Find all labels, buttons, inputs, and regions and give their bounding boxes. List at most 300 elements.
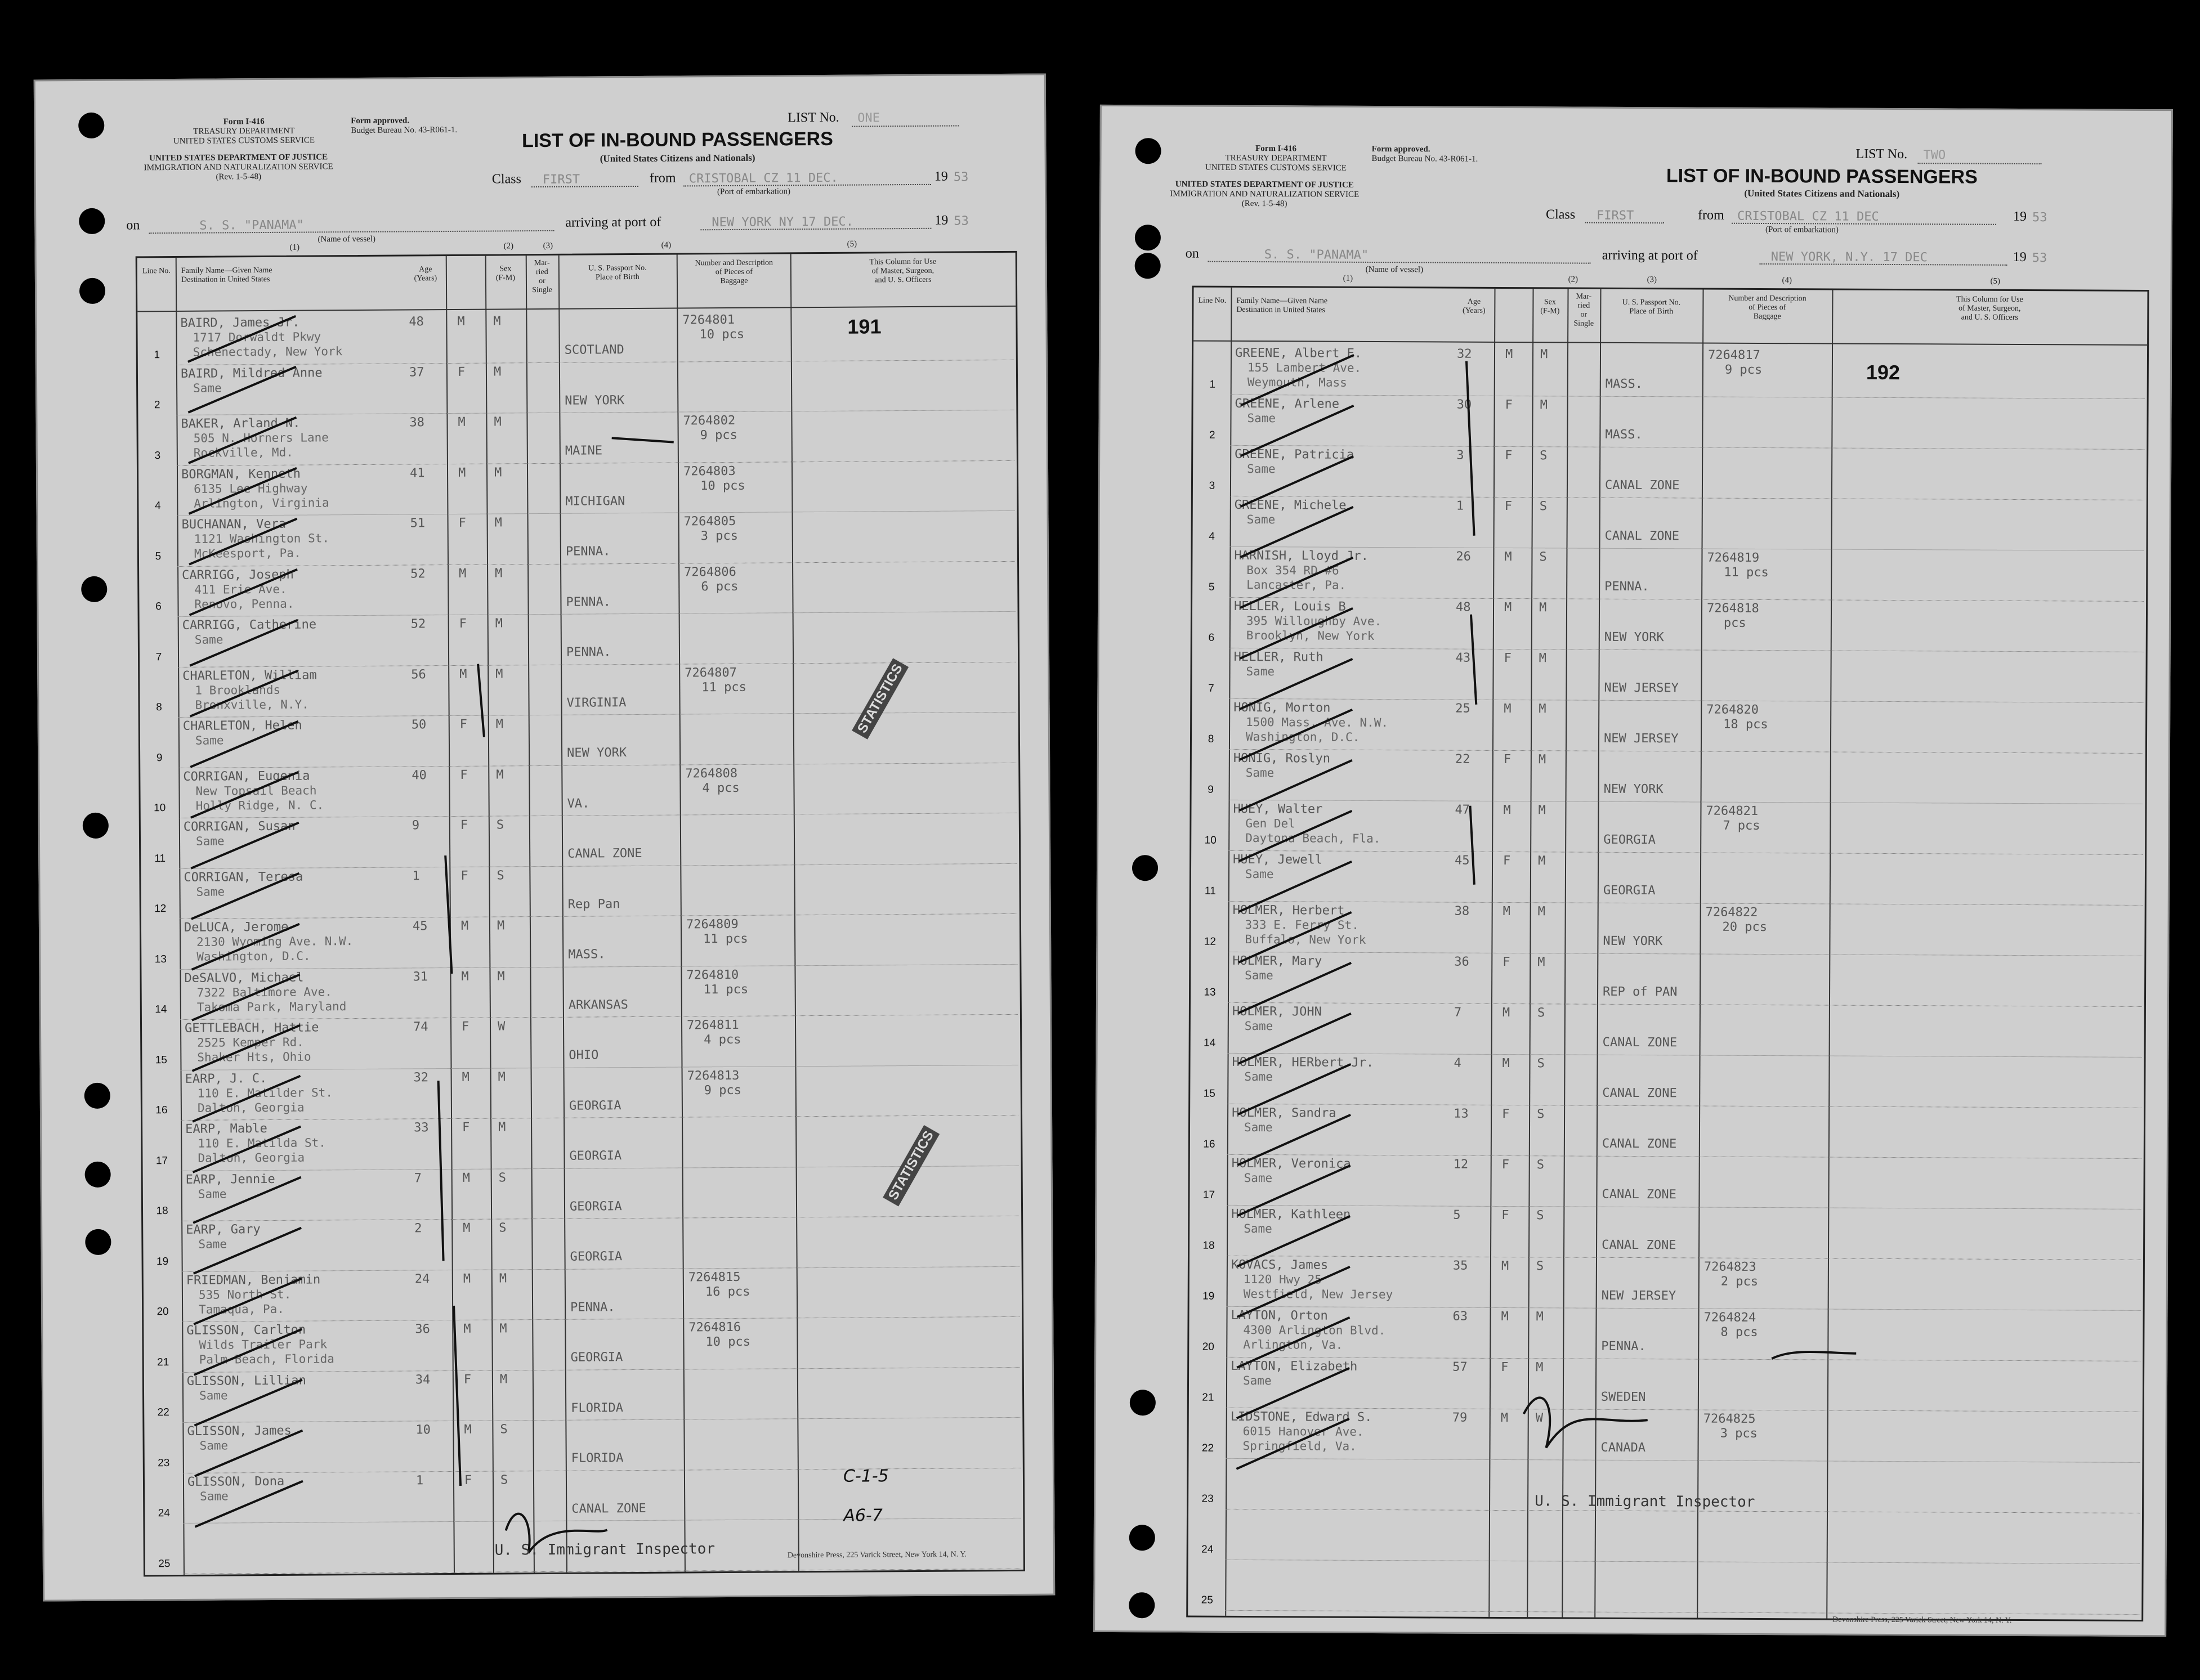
passenger-name: GREENE, Arlene — [1235, 396, 1340, 411]
passenger-city — [1242, 1540, 1444, 1542]
passenger-birthplace: GEORGIA — [569, 1098, 621, 1113]
manifest-sheet-two — [1093, 105, 2173, 1637]
binder-hole — [1129, 1525, 1155, 1551]
passenger-city — [1243, 1388, 1445, 1390]
line-number: 6 — [1208, 631, 1215, 644]
line-number: 24 — [158, 1507, 170, 1520]
baggage-number — [685, 715, 792, 716]
passenger-marital: M — [1536, 1310, 1544, 1324]
line-number: 23 — [158, 1457, 170, 1469]
passenger-name: CORRIGAN, Teresa — [184, 870, 303, 885]
budget-bureau: Budget Bureau No. 43-R061-1. — [351, 125, 458, 136]
passenger-birthplace: CANADA — [1600, 1440, 1646, 1455]
passenger-age: 32 — [1456, 347, 1472, 361]
passenger-marital: S — [1537, 1056, 1545, 1071]
baggage-number: 7264819 — [1707, 550, 1760, 565]
line-number: 6 — [155, 601, 162, 613]
passenger-age: 36 — [1454, 955, 1469, 969]
col-header-passport: U. S. Passport No. Place of Birth — [1622, 298, 1681, 316]
passenger-address: 110 E. Matilda St. — [198, 1136, 326, 1150]
line-number: 17 — [1202, 1189, 1215, 1201]
passenger-name: LAYTON, Orton — [1231, 1308, 1328, 1323]
passenger-sex: M — [463, 1221, 471, 1235]
passenger-sex: M — [1501, 1258, 1509, 1274]
passenger-birthplace: PENNA. — [565, 544, 611, 559]
passenger-age: 3 — [1456, 448, 1464, 463]
from-value: CRISTOBAL CZ 11 DEC — [1737, 209, 1879, 224]
passenger-name: BAIRD, Mildred Anne — [180, 365, 323, 381]
passenger-name: LIDSTONE, Edward S. — [1230, 1409, 1372, 1424]
passenger-address: Same — [194, 633, 223, 647]
passenger-birthplace: NEW YORK — [1604, 630, 1664, 645]
passenger-address: Same — [199, 1388, 228, 1403]
passenger-birthplace: MICHIGAN — [565, 494, 625, 509]
passenger-age: 48 — [409, 315, 424, 329]
passenger-city — [1244, 1135, 1446, 1136]
arrival-year-prefix: 19 — [934, 213, 949, 228]
row-divider — [177, 510, 1014, 516]
passenger-marital: M — [495, 666, 503, 682]
passenger-age: 74 — [413, 1020, 428, 1034]
passenger-marital: M — [499, 1372, 508, 1387]
row-divider — [1225, 1610, 2139, 1615]
passenger-name: HUEY, Walter — [1233, 801, 1323, 817]
passenger-sex: F — [460, 868, 468, 883]
row-divider — [1226, 1458, 2140, 1463]
col-num-3: (3) — [543, 241, 553, 250]
passenger-birthplace: CANAL ZONE — [1602, 1086, 1677, 1101]
line-number: 12 — [1204, 935, 1217, 948]
arrival-year-prefix: 19 — [2013, 249, 2027, 265]
passenger-address: 110 E. Matilder St. — [197, 1085, 333, 1100]
passenger-birthplace: OHIO — [569, 1048, 599, 1063]
passenger-age: 33 — [414, 1121, 429, 1135]
passenger-marital: M — [495, 616, 503, 631]
passenger-marital: M — [1539, 702, 1546, 716]
passenger-address: Same — [1245, 968, 1273, 983]
passenger-sex: M — [1500, 1410, 1509, 1426]
col-header-officers: This Column for Use of Master, Surgeon, and U. S. Officers — [1956, 295, 2023, 322]
passenger-address: 6015 Hanover Ave. — [1242, 1424, 1364, 1439]
baggage-pieces: 4 pcs — [702, 781, 740, 795]
service-name: UNITED STATES CUSTOMS SERVICE — [173, 136, 315, 146]
passenger-city — [1246, 679, 1447, 680]
form-id: Form I-416 — [1255, 144, 1297, 154]
passenger-age: 5 — [1453, 1208, 1461, 1222]
passenger-age: 25 — [1455, 701, 1470, 716]
passenger-name: EARP, Mable — [185, 1122, 267, 1136]
passenger-sex: M — [1504, 701, 1512, 716]
baggage-number: 7264801 — [682, 312, 735, 328]
baggage-number: 7264811 — [686, 1018, 739, 1033]
row-divider — [176, 359, 1014, 365]
passenger-marital: S — [1536, 1208, 1544, 1223]
line-number: 12 — [154, 903, 167, 915]
line-number: 10 — [154, 802, 166, 814]
passenger-age: 79 — [1452, 1410, 1468, 1425]
passenger-address: Same — [199, 1439, 229, 1453]
passenger-name: HOLMER, Herbert — [1232, 903, 1345, 918]
binder-hole — [85, 1162, 111, 1188]
baggage-pieces: 8 pcs — [1720, 1325, 1758, 1339]
baggage-pieces — [1724, 515, 1830, 516]
passenger-address — [200, 1538, 409, 1539]
passenger-address: 535 North St. — [198, 1287, 292, 1302]
passenger-address — [1242, 1475, 1444, 1476]
passenger-marital: M — [494, 415, 502, 429]
passenger-city — [1247, 426, 1448, 427]
list-no-label: LIST No. — [1855, 146, 1908, 162]
passenger-sex: F — [458, 516, 466, 530]
year-value: 53 — [2032, 210, 2047, 225]
form-title: LIST OF IN-BOUND PASSENGERS — [521, 128, 833, 152]
baggage-number: 7264803 — [683, 464, 736, 478]
baggage-pieces: 11 pcs — [1724, 565, 1769, 580]
baggage-pieces — [1724, 464, 1830, 465]
baggage-number: 7264807 — [685, 665, 737, 680]
baggage-pieces — [1723, 768, 1829, 769]
row-divider — [184, 1568, 1021, 1574]
passenger-name: EARP, Jennie — [185, 1172, 275, 1187]
passenger-marital: M — [1538, 752, 1546, 767]
baggage-number: 7264818 — [1706, 601, 1759, 616]
passenger-name: BORGMAN, Kenneth — [181, 467, 301, 482]
passenger-age: 7 — [1454, 1005, 1462, 1020]
passenger-city: Schenectady, New York — [193, 344, 343, 359]
passenger-table — [136, 251, 1025, 1577]
form-subtitle: (United States Citizens and Nationals) — [1744, 187, 1900, 200]
baggage-number: 7264825 — [1703, 1412, 1756, 1426]
class-value: FIRST — [542, 172, 580, 187]
col-header-name: Family Name—Given Name Destination in United States — [181, 266, 272, 284]
baggage-pieces — [1720, 1477, 1826, 1478]
passenger-address: Same — [195, 733, 224, 747]
row-divider — [182, 1367, 1020, 1372]
passenger-marital: M — [1540, 398, 1548, 413]
passenger-city: McKeesport, Pa. — [194, 546, 301, 561]
passenger-birthplace: GEORGIA — [570, 1350, 623, 1365]
passenger-address: 505 N. Horners Lane — [193, 431, 329, 445]
line-number: 7 — [1208, 682, 1214, 695]
passenger-address: 4300 Arlington Blvd. — [1243, 1323, 1386, 1338]
arrival-year-value: 53 — [2032, 251, 2047, 266]
baggage-number — [1703, 1513, 1826, 1514]
passenger-city: Tamaqua, Pa. — [199, 1302, 284, 1316]
passenger-city: Takoma Park, Maryland — [196, 999, 347, 1014]
passenger-address: Same — [193, 380, 222, 395]
passenger-age: 52 — [410, 566, 426, 581]
passenger-name: GETTLEBACH, Hattie — [184, 1020, 319, 1036]
passenger-address: Same — [1247, 411, 1276, 425]
passenger-birthplace: NEW YORK — [567, 746, 627, 760]
passenger-age: 38 — [1454, 904, 1470, 919]
passenger-address: Same — [1246, 664, 1275, 679]
passenger-marital: S — [1540, 449, 1548, 463]
passenger-sex: M — [458, 465, 466, 480]
passenger-age: 45 — [1455, 853, 1470, 868]
passenger-address: 395 Willoughby Ave. — [1246, 613, 1382, 629]
binder-hole — [83, 813, 109, 839]
passenger-age: 57 — [1452, 1360, 1468, 1374]
on-label: on — [126, 218, 140, 233]
baggage-number: 7264822 — [1705, 905, 1758, 920]
form-subtitle: (United States Citizens and Nationals) — [600, 152, 755, 164]
binder-hole — [81, 576, 107, 602]
passenger-age: 1 — [412, 868, 420, 883]
passenger-address: Gen Del — [1245, 816, 1295, 831]
line-number: 8 — [156, 701, 162, 714]
passenger-marital: M — [498, 1069, 506, 1085]
passenger-age: 38 — [409, 415, 425, 430]
embark-caption: (Port of embarkation) — [1765, 225, 1839, 235]
passenger-marital: M — [493, 314, 501, 329]
passenger-age: 48 — [1455, 600, 1471, 615]
passenger-marital: S — [1537, 1006, 1545, 1020]
from-label: from — [649, 171, 676, 186]
passenger-address: Same — [1244, 1221, 1272, 1236]
col-header-age: Age (Years) — [414, 265, 437, 283]
binder-hole — [85, 1229, 111, 1255]
passenger-age: 2 — [414, 1221, 422, 1236]
baggage-pieces: 16 pcs — [705, 1284, 750, 1299]
baggage-pieces: 11 pcs — [701, 680, 746, 695]
binder-hole — [1129, 1592, 1155, 1618]
col-header-sex: Sex (F-M) — [495, 265, 516, 283]
passenger-birthplace: MASS. — [568, 947, 606, 962]
col-header-married: Mar- ried or Single — [1573, 292, 1594, 328]
passenger-sex: F — [462, 1120, 470, 1135]
passenger-marital: M — [1539, 651, 1546, 666]
line-number: 23 — [1201, 1493, 1214, 1505]
passenger-birthplace: PENNA. — [1604, 579, 1649, 594]
line-number: 5 — [1208, 581, 1215, 593]
year-prefix: 19 — [2013, 209, 2027, 225]
passenger-marital: M — [494, 516, 502, 530]
binder-hole — [79, 208, 105, 234]
justice-header — [1157, 180, 1371, 209]
baggage-pieces — [706, 1435, 797, 1436]
passenger-name: BAKER, Arland N. — [181, 416, 301, 431]
passenger-sex: F — [461, 1019, 469, 1034]
passenger-address — [1242, 1526, 1444, 1527]
passenger-city — [1245, 882, 1447, 883]
passenger-name: HOLMER, Veronica — [1231, 1156, 1351, 1171]
passenger-birthplace: SCOTLAND — [564, 343, 624, 357]
passenger-address: 1500 Mass. Ave. N.W. — [1246, 715, 1389, 730]
line-number: 5 — [155, 550, 162, 562]
passenger-sex: F — [1505, 448, 1513, 463]
passenger-sex: F — [1502, 1106, 1510, 1122]
passenger-name: GREENE, Michele — [1234, 498, 1347, 513]
passenger-marital: M — [1537, 955, 1545, 970]
line-number: 17 — [155, 1154, 168, 1167]
passenger-city — [1247, 477, 1448, 478]
passenger-sex: M — [1501, 1309, 1509, 1324]
passenger-city: Shaker Hts, Ohio — [197, 1050, 311, 1064]
passenger-birthplace: CANAL ZONE — [1604, 478, 1680, 493]
arrival-year-value: 53 — [954, 214, 969, 229]
justice-dept: UNITED STATES DEPARTMENT OF JUSTICE — [1175, 180, 1354, 190]
col-num-2: (2) — [1568, 275, 1579, 284]
baggage-number — [683, 363, 790, 364]
manifest-sheet-one — [34, 74, 1055, 1602]
passenger-age: 7 — [414, 1171, 422, 1185]
passenger-city — [195, 647, 403, 648]
passenger-sex: F — [460, 768, 468, 782]
passenger-address: 411 Erie Ave. — [194, 582, 287, 597]
passenger-name — [187, 1524, 409, 1525]
line-number: 7 — [155, 651, 162, 663]
passenger-address: Wilds Trailer Park — [199, 1337, 328, 1352]
passenger-name: HARNISH, Lloyd Jr. — [1234, 548, 1369, 563]
passenger-name: HOLMER, Kathleen — [1231, 1207, 1351, 1222]
passenger-age: 43 — [1455, 651, 1471, 665]
list-no-value: ONE — [857, 111, 880, 126]
passenger-address: 2130 Wyoming Ave. N.W. — [196, 934, 354, 949]
passenger-sex: F — [1504, 651, 1512, 666]
passenger-marital: M — [1540, 347, 1548, 362]
col-num-2: (2) — [503, 241, 514, 251]
passenger-sex: M — [463, 1321, 471, 1336]
row-divider — [178, 611, 1016, 617]
col-num-5: (5) — [1990, 276, 2001, 286]
form-rev: (Rev. 1-5-48) — [1241, 199, 1287, 209]
binder-hole — [1135, 225, 1161, 250]
passenger-city: Weymouth, Mass — [1247, 375, 1347, 389]
passenger-name: CHARLETON, Helen — [182, 718, 302, 733]
baggage-pieces — [706, 1385, 796, 1386]
baggage-number: 7264808 — [685, 766, 738, 781]
col-num-4: (4) — [661, 240, 672, 250]
passenger-age: 26 — [1456, 549, 1471, 564]
baggage-number — [1704, 1209, 1827, 1210]
passenger-marital: M — [499, 1271, 507, 1286]
passenger-name: CARRIGG, Joseph — [182, 567, 294, 583]
passenger-address: 333 E. Ferry St. — [1245, 917, 1359, 932]
passenger-name: GREENE, Patricia — [1235, 447, 1354, 462]
baggage-pieces: 10 pcs — [700, 478, 745, 493]
line-number: 21 — [157, 1356, 169, 1368]
baggage-pieces: 20 pcs — [1722, 920, 1768, 935]
service-name: UNITED STATES CUSTOMS SERVICE — [1205, 163, 1347, 173]
line-number: 21 — [1202, 1391, 1214, 1404]
passenger-birthplace: NEW YORK — [565, 393, 625, 408]
baggage-pieces: 9 pcs — [1724, 362, 1763, 377]
binder-hole — [84, 1083, 110, 1109]
passenger-birthplace: CANAL ZONE — [1602, 1238, 1676, 1253]
baggage-pieces: 10 pcs — [699, 327, 745, 342]
passenger-marital: M — [1539, 601, 1547, 615]
passenger-marital: S — [499, 1221, 507, 1235]
baggage-pieces — [1720, 1528, 1826, 1529]
passenger-birthplace: NEW YORK — [1603, 782, 1664, 797]
arriving-value: NEW YORK NY 17 DEC. — [712, 214, 854, 230]
line-number: 3 — [154, 449, 161, 462]
line-number: 25 — [158, 1557, 171, 1570]
passenger-address: Same — [1245, 765, 1275, 780]
passenger-name: HOLMER, HERbert Jr. — [1232, 1055, 1374, 1070]
passenger-city: Lancaster, Pa. — [1246, 577, 1347, 592]
passenger-address: 6135 Lee Highway — [194, 481, 308, 496]
passenger-birthplace: NEW YORK — [1603, 934, 1663, 949]
passenger-birthplace: MASS. — [1605, 427, 1643, 442]
baggage-number: 7264806 — [684, 565, 736, 579]
col-header-married: Mar- ried or Single — [532, 258, 552, 295]
passenger-city — [1247, 527, 1448, 528]
line-number: 1 — [154, 348, 160, 361]
passenger-age: 4 — [1454, 1056, 1461, 1070]
line-number: 10 — [1204, 834, 1217, 846]
baggage-pieces — [704, 1133, 794, 1134]
passenger-birthplace: CANAL ZONE — [1602, 1136, 1677, 1152]
passenger-address: Same — [1242, 1373, 1272, 1388]
passenger-sex: M — [462, 1171, 471, 1185]
passenger-city — [198, 1251, 406, 1252]
passenger-birthplace: CANAL ZONE — [1602, 1035, 1678, 1050]
passenger-city: Rockville, Md. — [193, 445, 293, 460]
row-divider — [181, 1165, 1019, 1171]
passenger-sex: M — [1504, 549, 1512, 565]
passenger-age: 35 — [1452, 1258, 1468, 1273]
passenger-age: 12 — [1453, 1157, 1469, 1172]
baggage-number: 7264821 — [1706, 804, 1759, 818]
line-number: 4 — [155, 500, 161, 512]
passenger-city: Brooklyn, New York — [1246, 628, 1375, 643]
line-number: 18 — [1202, 1239, 1215, 1252]
col-header-line: Line No. — [142, 267, 171, 276]
passenger-sex: F — [463, 1372, 472, 1387]
passenger-name: HUEY, Jewell — [1233, 852, 1323, 867]
passenger-marital: S — [500, 1472, 508, 1487]
line-number: 2 — [154, 399, 160, 411]
passenger-city: Dalton, Georgia — [198, 1150, 305, 1165]
stamp-number: 191 — [847, 315, 882, 338]
line-number: 18 — [156, 1205, 168, 1217]
printer-footer: Devonshire Press, 225 Varick Street, New York 14, N. Y. — [1832, 1615, 2012, 1625]
passenger-city: Washington, D.C. — [1245, 729, 1360, 744]
passenger-age: 22 — [1455, 752, 1470, 767]
col-header-sex: Sex (F-M) — [1540, 298, 1560, 316]
baggage-number — [688, 1169, 795, 1170]
row-divider — [181, 1115, 1018, 1121]
passenger-address: Same — [1244, 1120, 1273, 1135]
handwritten-note-1: C-1-5 — [843, 1466, 889, 1486]
baggage-pieces — [1721, 1173, 1827, 1174]
passenger-birthplace: FLORIDA — [571, 1451, 624, 1466]
passenger-sex: M — [1502, 1005, 1510, 1020]
row-divider — [179, 863, 1017, 868]
passenger-name: HONIG, Roslyn — [1233, 751, 1331, 766]
passenger-name: BAIRD, James Jr. — [180, 315, 300, 330]
passenger-birthplace: CANAL ZONE — [1602, 1187, 1676, 1202]
passenger-sex: M — [459, 667, 467, 682]
passenger-city — [1244, 1237, 1445, 1238]
row-divider — [178, 762, 1016, 768]
passenger-sex: M — [461, 969, 469, 984]
passenger-name: KOVACS, James — [1231, 1257, 1329, 1273]
passenger-birthplace: VA. — [567, 796, 590, 811]
passenger-birthplace: GEORGIA — [1603, 883, 1656, 898]
passenger-birthplace: PENNA. — [570, 1300, 615, 1315]
passenger-age: 51 — [410, 516, 426, 531]
passenger-city — [1244, 1186, 1446, 1187]
passenger-marital: S — [1537, 1107, 1545, 1122]
row-divider — [176, 410, 1014, 415]
passenger-sex: M — [1503, 803, 1511, 818]
passenger-city — [1245, 1034, 1446, 1035]
passenger-age: 45 — [412, 919, 428, 934]
list-no-value: TWO — [1923, 148, 1946, 163]
